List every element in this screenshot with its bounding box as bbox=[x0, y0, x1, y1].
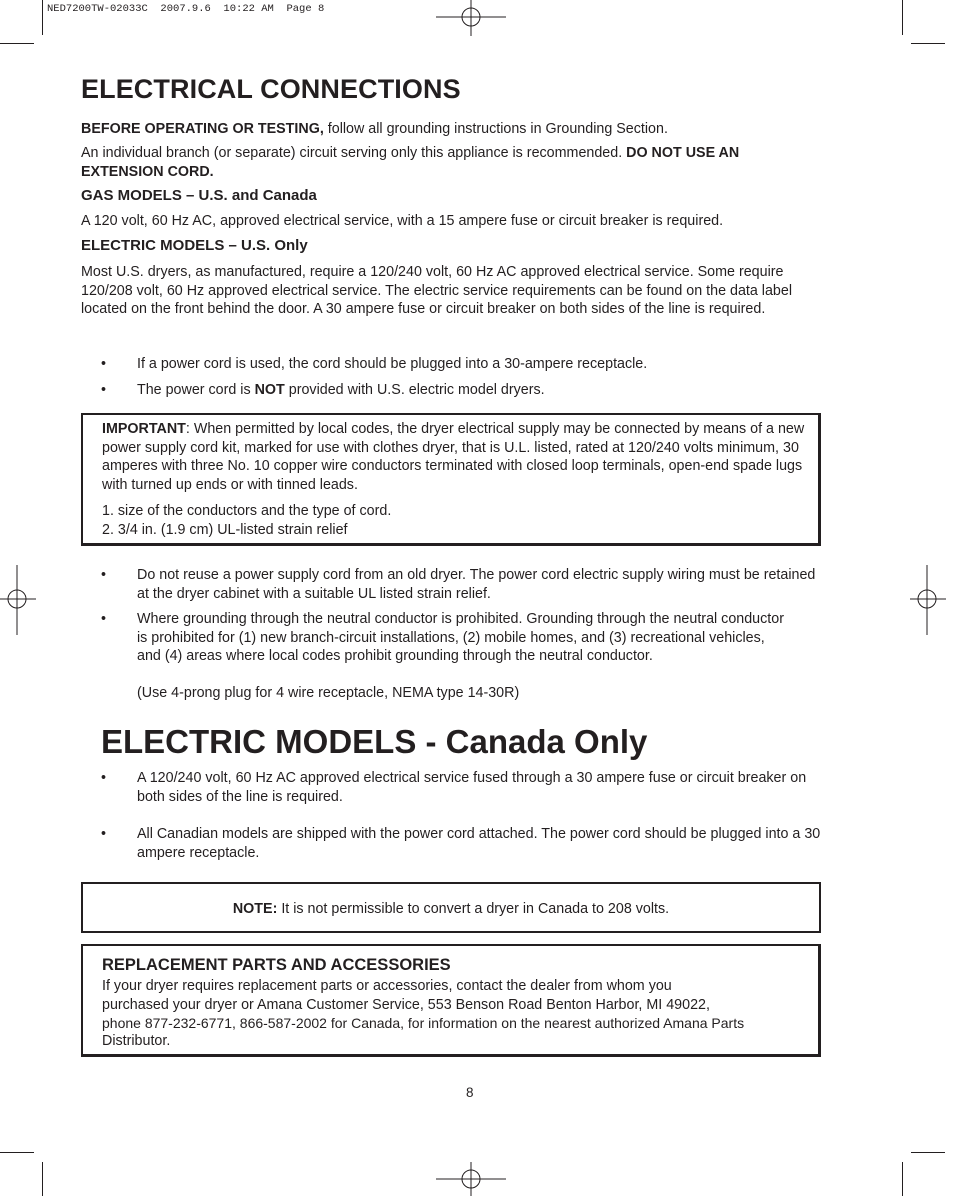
bullet-marker: • bbox=[101, 356, 107, 372]
canada-service-bullet: A 120/240 volt, 60 Hz AC approved electrical service fused through a 30 ampere fuse or circuit breaker on both sides of the line is required. bbox=[137, 770, 807, 805]
bullet-marker: • bbox=[101, 826, 107, 842]
bullet-text: The power cord is bbox=[137, 382, 255, 398]
note-paragraph bbox=[83, 900, 819, 919]
crop-mark-bottom-right-h bbox=[911, 1152, 945, 1153]
electric-us-text: Most U.S. dryers, as manufactured, require a 120/240 volt, 60 Hz AC approved electrical service. Some require 120/208 volt, 60 Hz approved electrical service. The electric service requirements can be found on the data label located on the front behind the door. A 30 ampere fuse or circuit breaker on both sides of the line is required. bbox=[81, 264, 793, 317]
bullet-text: provided with U.S. electric model dryers. bbox=[284, 382, 545, 398]
replacement-line-1: If your dryer requires replacement parts or accessories, contact the dealer from whom you bbox=[102, 978, 672, 994]
replacement-line-3: phone 877-232-6771, 866-587-2002 for Canada, for information on the nearest authorized Amana Parts bbox=[102, 1015, 745, 1031]
registration-mark-top bbox=[436, 0, 506, 36]
bullet-marker: • bbox=[101, 611, 107, 627]
four-prong-plug-note: (Use 4-prong plug for 4 wire receptacle, NEMA type 14-30R) bbox=[137, 685, 520, 701]
before-operating-lead: BEFORE OPERATING OR TESTING, bbox=[81, 121, 324, 137]
important-label: IMPORTANT bbox=[102, 421, 186, 437]
replacement-line-4: Distributor. bbox=[102, 1033, 171, 1049]
branch-circuit-paragraph bbox=[81, 144, 816, 181]
electric-us-heading: ELECTRIC MODELS – U.S. Only bbox=[81, 237, 308, 254]
important-box bbox=[81, 413, 821, 546]
branch-circuit-text: An individual branch (or separate) circuit serving only this appliance is recommended. bbox=[81, 145, 627, 161]
note-text: It is not permissible to convert a dryer in Canada to 208 volts. bbox=[277, 901, 670, 917]
note-label: NOTE: bbox=[232, 901, 278, 917]
bullet-marker: • bbox=[101, 567, 107, 583]
before-operating-text: follow all grounding instructions in Grounding Section. bbox=[323, 121, 668, 137]
important-paragraph bbox=[102, 420, 807, 494]
not-emphasis: NOT bbox=[254, 382, 285, 398]
crop-mark-top-right-h bbox=[911, 43, 945, 44]
crop-mark-top-right-v bbox=[902, 0, 903, 35]
power-cord-not-provided-bullet bbox=[137, 381, 821, 400]
crop-mark-bottom-right-v bbox=[902, 1162, 903, 1196]
bullet-marker: • bbox=[101, 770, 107, 786]
gas-models-heading: GAS MODELS – U.S. and Canada bbox=[81, 187, 317, 204]
page-number: 8 bbox=[466, 1085, 474, 1100]
page-title: ELECTRICAL CONNECTIONS bbox=[81, 74, 461, 104]
canada-cord-bullet: All Canadian models are shipped with the power cord attached. The power cord should be plugged into a 30 ampere receptacle. bbox=[137, 826, 821, 861]
replacement-parts-heading: REPLACEMENT PARTS AND ACCESSORIES bbox=[102, 956, 451, 974]
bullet-marker: • bbox=[101, 382, 107, 398]
power-cord-bullet: If a power cord is used, the cord should be plugged into a 30-ampere receptacle. bbox=[137, 356, 648, 372]
replacement-parts-box bbox=[81, 944, 821, 1057]
important-item-1: 1. size of the conductors and the type of cord. bbox=[102, 503, 392, 519]
crop-mark-bottom-left-v bbox=[42, 1162, 43, 1196]
registration-mark-left bbox=[0, 565, 36, 635]
note-box bbox=[81, 882, 821, 933]
crop-mark-bottom-left-h bbox=[0, 1152, 34, 1153]
canada-heading: ELECTRIC MODELS - Canada Only bbox=[101, 723, 648, 760]
gas-models-text: A 120 volt, 60 Hz AC, approved electrical service, with a 15 ampere fuse or circuit breaker is required. bbox=[81, 213, 724, 229]
replacement-line-2: purchased your dryer or Amana Customer Service, 553 Benson Road Benton Harbor, MI 49022, bbox=[102, 997, 710, 1013]
important-item-2: 2. 3/4 in. (1.9 cm) UL-listed strain relief bbox=[102, 522, 348, 538]
registration-mark-right bbox=[910, 565, 946, 635]
crop-mark-top-left-h bbox=[0, 43, 34, 44]
before-operating-paragraph bbox=[81, 120, 821, 139]
reuse-cord-bullet: Do not reuse a power supply cord from an old dryer. The power cord electric supply wiring must be retained at the dryer cabinet with a suitable UL listed strain relief. bbox=[137, 567, 816, 602]
crop-mark-top-left-v bbox=[42, 0, 43, 35]
grounding-bullet: Where grounding through the neutral conductor is prohibited. Grounding through the neutral conductor is prohibited for (1) new branch-circuit installations, (2) mobile homes, and (3) recreational vehicles, and (4) areas where local codes prohibit grounding through the neutral conductor. bbox=[137, 611, 784, 664]
printer-slug: NED7200TW-02033C 2007.9.6 10:22 AM Page 8 bbox=[47, 3, 325, 15]
registration-mark-bottom bbox=[436, 1162, 506, 1196]
extension-cord-warning: DO NOT USE AN EXTENSION CORD. bbox=[81, 145, 740, 180]
important-text: : When permitted by local codes, the dryer electrical supply may be connected by means of a new power supply cord kit, marked for use with clothes dryer, that is U.L. listed, rated at 120/240 volts minimum, 30 amperes with three No. 10 copper wire conductors terminated with closed loop terminals, open-end spade lugs with turned up ends or with tinned leads. bbox=[102, 421, 805, 493]
